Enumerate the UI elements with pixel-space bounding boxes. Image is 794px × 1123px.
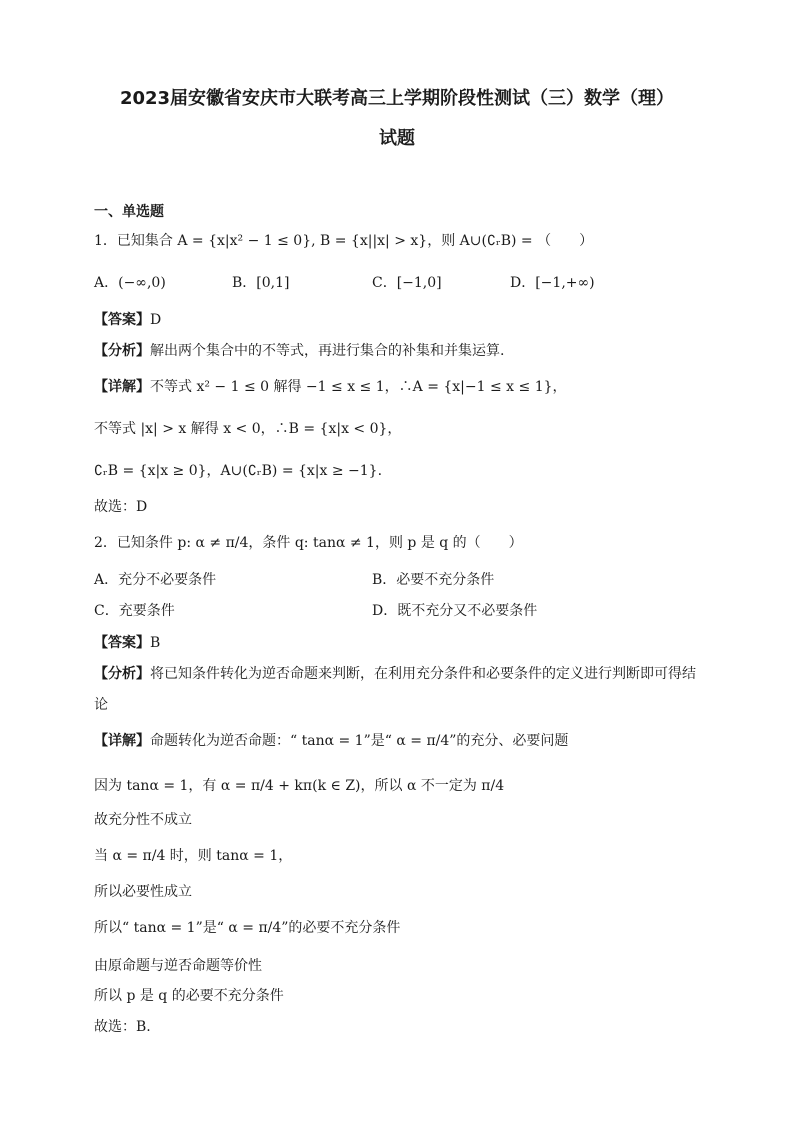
document-title-line2: 试题 [379,128,415,149]
q2-option-a: A．充分不必要条件 [94,572,217,588]
q2-detail-line4: 当 α = π/4 时，则 tanα = 1， [94,848,293,864]
q1-option-a: A．(−∞,0) [94,275,166,291]
q2-detail-tag: 【详解】 [94,733,150,749]
q1-analysis-tag: 【分析】 [94,343,150,359]
q2-option-d: D．既不充分又不必要条件 [372,603,538,619]
q1-answer [94,310,161,330]
q2-analysis-line2: 论 [94,697,108,713]
q1-analysis-text: 解出两个集合中的不等式，再进行集合的补集和并集运算. [150,343,505,359]
q1-option-d: D．[−1,+∞) [510,275,595,291]
q2-detail-line6: 所以“ tanα = 1”是“ α = π/4”的必要不充分条件 [94,920,401,936]
q2-answer [94,633,160,653]
q1-option-b: B．[0,1] [232,275,290,291]
q2-choose: 故选：B. [94,1019,151,1035]
q1-detail-line3: ∁ᵣB = {x|x ≥ 0}，A∪(∁ᵣB) = {x|x ≥ −1}. [94,463,383,479]
q1-option-c: C．[−1,0] [372,275,442,291]
q1-answer-tag: 【答案】 [94,312,150,328]
q1-detail-line2: 不等式 |x| > x 解得 x < 0，∴B = {x|x < 0}， [94,421,402,437]
q2-analysis-tag: 【分析】 [94,666,150,682]
q1-detail-text1: 不等式 x² − 1 ≤ 0 解得 −1 ≤ x ≤ 1，∴A = {x|−1 ≤ x ≤ 1}， [150,379,567,395]
q2-analysis-text1: 将已知条件转化为逆否命题来判断，在利用充分条件和必要条件的定义进行判断即可得结 [150,666,696,682]
q1-detail-line1 [94,377,567,397]
q2-stem: 2．已知条件 p: α ≠ π/4，条件 q: tanα ≠ 1，则 p 是 q 的（ ） [94,535,523,551]
q2-detail-text1: 命题转化为逆否命题：“ tanα = 1”是“ α = π/4”的充分、必要问题 [150,733,569,749]
q2-analysis-line1 [94,664,696,684]
q1-answer-value: D [150,312,162,328]
q2-detail-line1 [94,731,568,751]
document-title-line1: 2023届安徽省安庆市大联考高三上学期阶段性测试（三）数学（理） [119,88,675,109]
q1-analysis [94,341,504,361]
q2-detail-line2: 因为 tanα = 1，有 α = π/4 + kπ(k ∈ Z)，所以 α 不一定为 π/4 [94,778,505,794]
section-heading: 一、单选题 [94,204,164,220]
q2-detail-line3: 故充分性不成立 [94,812,192,828]
q2-detail-line5: 所以必要性成立 [94,884,192,900]
q2-option-b: B．必要不充分条件 [372,572,495,588]
q2-answer-value: B [150,635,161,651]
q1-detail-tag: 【详解】 [94,379,150,395]
q1-stem: 1．已知集合 A = {x|x² − 1 ≤ 0}, B = {x||x| > x}，则 A∪(∁ᵣB) = （ ） [94,233,594,249]
q1-choose: 故选：D [94,499,148,515]
q2-detail-line7: 由原命题与逆否命题等价性 [94,958,262,974]
q2-answer-tag: 【答案】 [94,635,150,651]
q2-option-c: C．充要条件 [94,603,175,619]
q2-detail-line8: 所以 p 是 q 的必要不充分条件 [94,988,284,1004]
